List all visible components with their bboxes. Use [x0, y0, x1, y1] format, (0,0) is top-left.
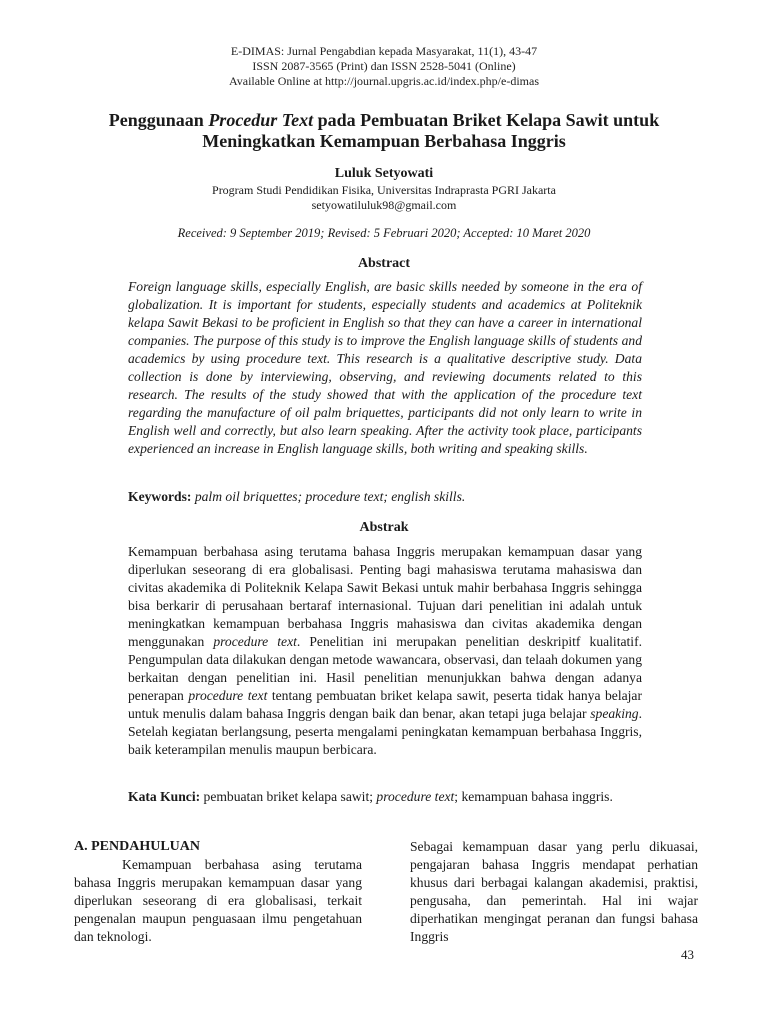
- abstrak-text: Kemampuan berbahasa asing terutama bahasa Inggris merupakan kemampuan dasar yang diperlukan seseorang di era globalisasi. Penting bagi mahasiswa terutama mahasiswa dan civitas akademika di Politeknik Kelapa Sawit Bekasi untuk mahir berbahasa Inggris sehingga bisa berkarir di perusahaan bertaraf internasional. Tujuan dari penelitian ini adalah untuk meningkatkan kemampuan berbahasa Inggris mahasiswa dan civitas akademika dengan menggunakan procedure text. Penelitian ini merupakan penelitian deskripitf kualitatif. Pengumpulan data dilakukan dengan metode wawancara, observasi, dan telaah dokumen yang berkaitan dengan penelitian ini. Hasil penelitian menunjukkan bahwa dengan adanya penerapan procedure text tentang pembuatan briket kelapa sawit, peserta tidak hanya belajar untuk menulis dalam bahasa Inggris dengan baik dan benar, akan tetapi juga belajar speaking. Setelah kegiatan berlangsung, peserta mengalami peningkatan kemampuan berbahasa Inggris, baik keterampilan menulis maupun berbicara.: [128, 544, 642, 757]
- author-name: Luluk Setyowati: [334, 166, 434, 181]
- journal-url: Available Online at http://journal.upgris.ac.id/index.php/e-dimas: [228, 74, 540, 88]
- intro-paragraph-right: Sebagai kemampuan dasar yang perlu dikuasai, pengajaran bahasa Inggris mendapat perhatian khusus dari berbagai kalangan akademisi, praktisi, pengusaha, dan pemerintah. Hal ini wajar diperhatikan mengingat peranan dan fungsi bahasa Inggris: [410, 839, 698, 944]
- author-affiliation: Program Studi Pendidikan Fisika, Universitas Indraprasta PGRI Jakarta setyowatiluluk98@gmail.com: [0, 183, 768, 213]
- abstract-text: Foreign language skills, especially English, are basic skills needed by someone in the era of globalization. It is important for students, especially students and academics at Politeknik kelapa Sawit Bekasi to be proficient in English so that they can have a career in international companies. The purpose of this study is to improve the English language skills of students and academics by using procedure text. This research is a qualitative descriptive study. Data collection is done by interviewing, observing, and reviewing documents related to this research. The results of the study showed that with the application of the procedure text regarding the manufacture of oil palm briquettes, participants did not only learn to write in English well and correctly, but also learn speaking. After the activity took place, participants experienced an increase in English language skills, both writing and speaking skills.: [128, 279, 642, 456]
- submission-dates: Received: 9 September 2019; Revised: 5 Februari 2020; Accepted: 10 Maret 2020: [177, 226, 591, 240]
- keywords: Keywords: palm oil briquettes; procedure text; english skills.: [128, 489, 466, 504]
- intro-right-column: [410, 838, 698, 946]
- journal-issn: ISSN 2087-3565 (Print) dan ISSN 2528-5041 (Online): [252, 59, 516, 73]
- kata-kunci: Kata Kunci: pembuatan briket kelapa sawit; procedure text; kemampuan bahasa inggris.: [128, 789, 613, 804]
- paper-title: Penggunaan Procedur Text pada Pembuatan Briket Kelapa Sawit untuk Meningkatkan Kemampuan Berbahasa Inggris: [108, 110, 660, 151]
- author-email: setyowatiluluk98@gmail.com: [311, 198, 457, 212]
- abstrak-heading: Abstrak: [359, 520, 409, 535]
- journal-citation: E-DIMAS: Jurnal Pengabdian kepada Masyarakat, 11(1), 43-47: [230, 44, 538, 58]
- section-heading-pendahuluan: A. PENDAHULUAN: [74, 839, 200, 854]
- abstract-heading: Abstract: [357, 256, 411, 271]
- page-number: 43: [681, 947, 694, 962]
- journal-header: [0, 44, 768, 89]
- intro-left-column: [74, 838, 362, 946]
- intro-paragraph-left: Kemampuan berbahasa asing terutama bahasa Inggris merupakan kemampuan dasar yang diperlukan seseorang di era globalisasi, terkait pengenalan maupun penguasaan ilmu pengetahuan dan teknologi.: [74, 857, 362, 944]
